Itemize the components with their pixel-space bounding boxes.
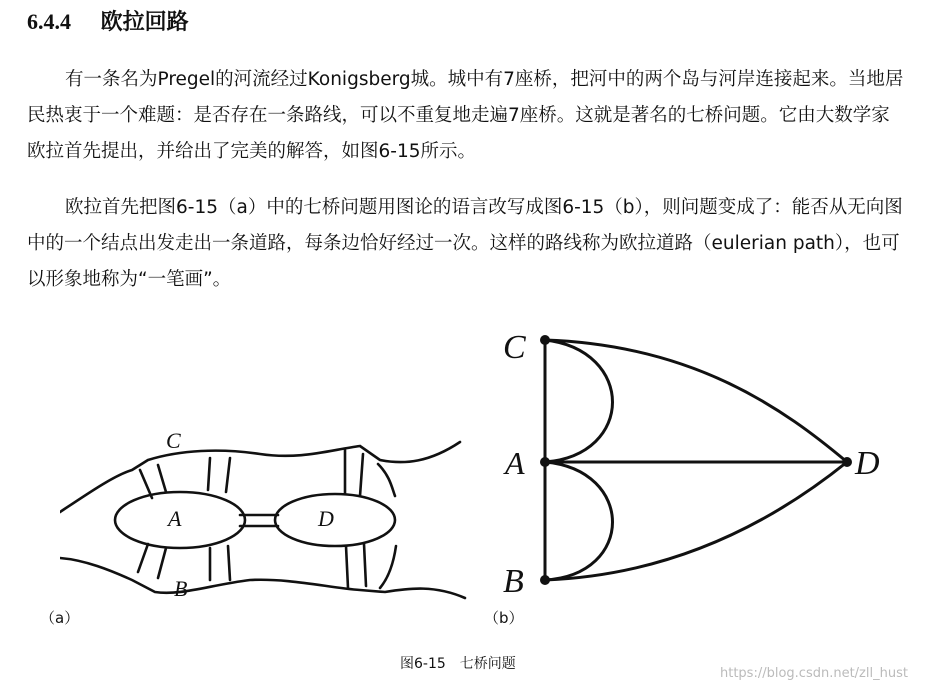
figure-a-sublabel: （a） — [40, 609, 80, 627]
label-a-a: A — [168, 506, 182, 531]
bridge-d-c — [345, 450, 363, 496]
bridge-a-b-2 — [210, 546, 230, 580]
edge-a-b-arc — [545, 462, 613, 580]
bridge-d-b — [346, 544, 366, 588]
bridge-a-c-2 — [208, 458, 230, 492]
node-b — [540, 575, 550, 585]
watermark: https://blog.csdn.net/zll_hust — [720, 666, 908, 681]
label-a-d: D — [318, 506, 334, 531]
edge-c-a-arc — [545, 340, 613, 462]
node-c — [540, 335, 550, 345]
label-a-c: C — [166, 428, 181, 453]
section-heading — [27, 8, 189, 37]
label-b-c: C — [503, 329, 526, 366]
label-b-a: A — [505, 445, 525, 481]
figure-b-sublabel: （b） — [484, 609, 524, 627]
section-number: 6.4.4 — [27, 9, 71, 34]
bottom-bank — [60, 558, 465, 598]
figure-caption: 图6-15 七桥问题 — [400, 656, 516, 672]
island-d — [275, 494, 395, 546]
paragraph-1-text: 有一条名为Pregel的河流经过Konigsberg城。城中有7座桥，把河中的两个岛与河岸连接起来。当地居民热衷于一个难题：是否存在一条路线，可以不重复地走遍7座桥。这就是著名的七桥问题。它由大数学家欧拉首先提出，并给出了完美的解答，如图6-15所示。 — [27, 69, 904, 162]
label-a-b: B — [174, 576, 188, 601]
section-title: 欧拉回路 — [100, 10, 189, 35]
label-b-d: D — [855, 445, 880, 482]
node-a — [540, 457, 550, 467]
label-b-b: B — [503, 563, 524, 600]
paragraph-1 — [27, 62, 907, 170]
paragraph-2 — [27, 190, 907, 298]
paragraph-2-text: 欧拉首先把图6-15（a）中的七桥问题用图论的语言改写成图6-15（b），则问题变成了：能否从无向图中的一个结点出发走出一条道路，每条边恰好经过一次。这样的路线称为欧拉道路（eulerian path），也可以形象地称为“一笔画”。 — [27, 197, 903, 290]
bridge-a-b-1 — [138, 544, 166, 578]
node-d — [842, 457, 852, 467]
top-bank — [60, 442, 460, 512]
figure-a-bridges-map — [60, 420, 480, 610]
figure-b-graph — [495, 320, 915, 610]
